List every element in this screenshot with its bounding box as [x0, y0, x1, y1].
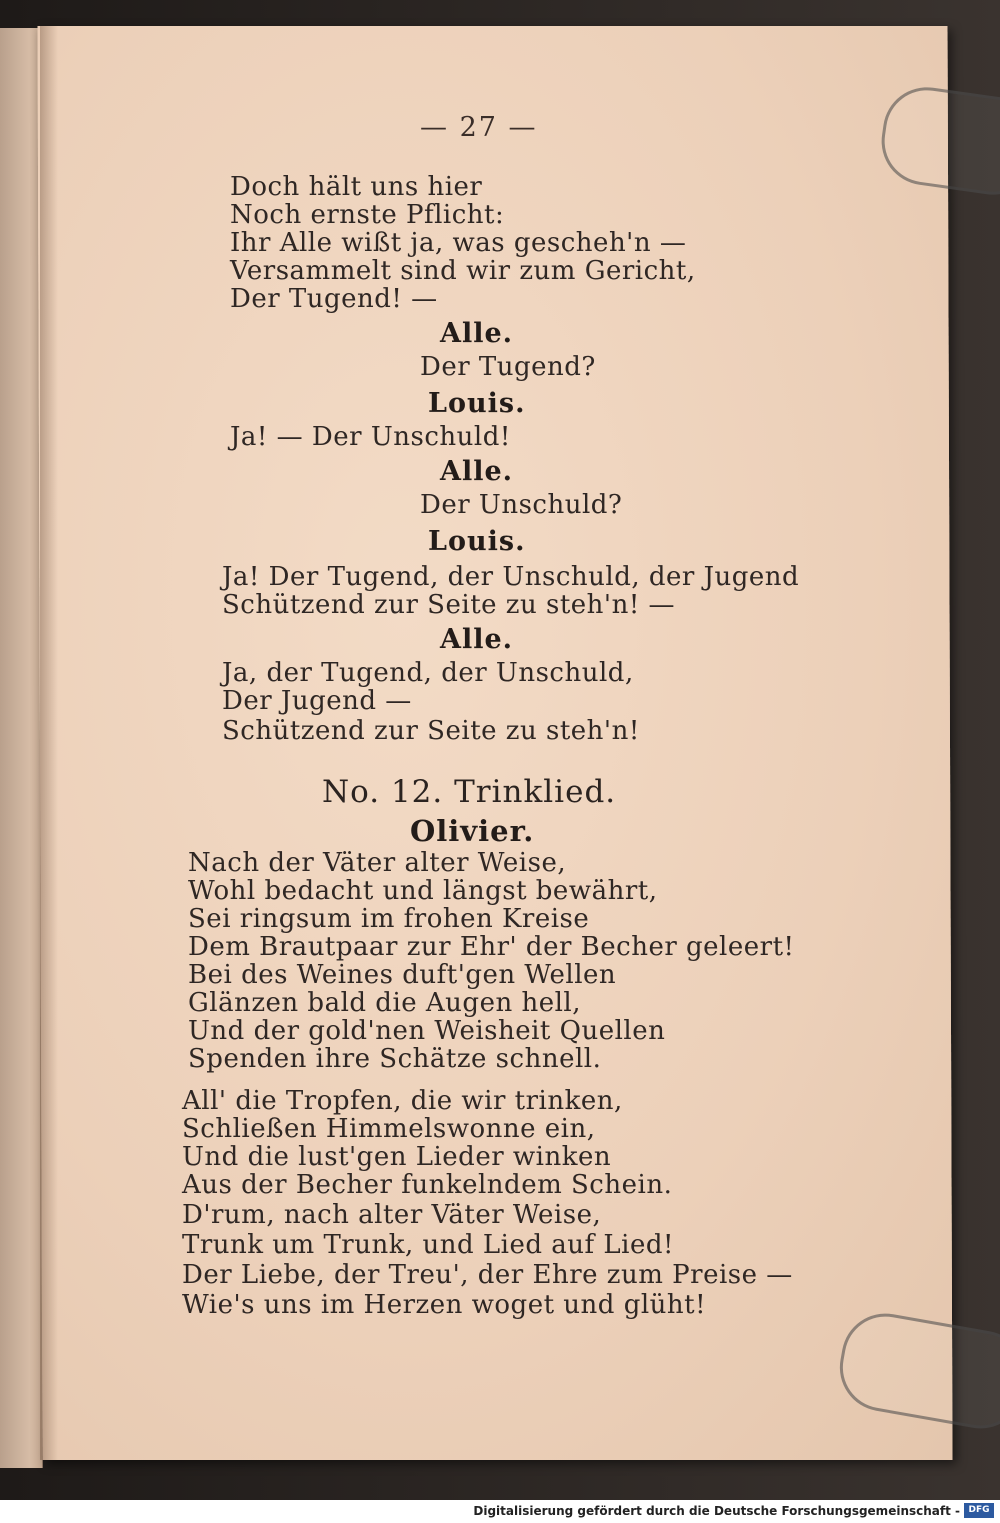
verse-line: Der Unschuld?: [420, 490, 623, 520]
verse-line: Spenden ihre Schätze schnell.: [188, 1044, 602, 1074]
verse-line: Ja! Der Tugend, der Unschuld, der Jugend: [222, 562, 800, 592]
speaker-label: Olivier.: [410, 814, 535, 848]
speaker-label: Alle.: [440, 624, 514, 655]
footer-bar: [0, 1500, 1000, 1523]
spine-shadow: [40, 26, 58, 1460]
verse-line: Nach der Väter alter Weise,: [188, 848, 567, 878]
verse-line: Der Tugend?: [420, 352, 596, 382]
verse-line: Schließen Himmelswonne ein,: [182, 1114, 596, 1144]
verse-line: D'rum, nach alter Väter Weise,: [182, 1200, 602, 1230]
speaker-label: Alle.: [440, 318, 514, 349]
verse-line: Ja, der Tugend, der Unschuld,: [222, 658, 634, 688]
page-number: — 27 —: [420, 112, 538, 143]
song-title: No. 12. Trinklied.: [322, 774, 617, 810]
verse-line: Bei des Weines duft'gen Wellen: [188, 960, 617, 990]
facing-page-edge: [0, 28, 43, 1468]
verse-line: Und der gold'nen Weisheit Quellen: [188, 1016, 666, 1046]
verse-line: Schützend zur Seite zu steh'n!: [222, 716, 640, 746]
verse-line: Sei ringsum im frohen Kreise: [188, 904, 590, 934]
verse-line: Der Liebe, der Treu', der Ehre zum Preise —: [182, 1260, 793, 1290]
verse-line: Trunk um Trunk, und Lied auf Lied!: [182, 1230, 674, 1260]
verse-line: Ihr Alle wißt ja, was gescheh'n —: [230, 228, 687, 258]
verse-line: Doch hält uns hier: [230, 172, 483, 202]
verse-line: Ja! — Der Unschuld!: [230, 422, 511, 452]
dfg-logo-icon: DFG: [964, 1503, 994, 1518]
verse-line: Dem Brautpaar zur Ehr' der Becher geleert!: [188, 932, 795, 962]
verse-line: Der Tugend! —: [230, 284, 438, 314]
funding-notice: Digitalisierung gefördert durch die Deutsche Forschungsgemeinschaft -: [473, 1504, 960, 1518]
verse-line: Noch ernste Pflicht:: [230, 200, 505, 230]
verse-line: Versammelt sind wir zum Gericht,: [230, 256, 696, 286]
verse-line: Aus der Becher funkelndem Schein.: [182, 1170, 673, 1200]
speaker-label: Louis.: [428, 388, 526, 419]
verse-line: Wohl bedacht und längst bewährt,: [188, 876, 658, 906]
verse-line: Und die lust'gen Lieder winken: [182, 1142, 612, 1172]
verse-line: Wie's uns im Herzen woget und glüht!: [182, 1290, 707, 1320]
verse-line: All' die Tropfen, die wir trinken,: [182, 1086, 623, 1116]
verse-line: Glänzen bald die Augen hell,: [188, 988, 581, 1018]
speaker-label: Alle.: [440, 456, 514, 487]
verse-line: Der Jugend —: [222, 686, 412, 716]
verse-line: Schützend zur Seite zu steh'n! —: [222, 590, 676, 620]
speaker-label: Louis.: [428, 526, 526, 557]
